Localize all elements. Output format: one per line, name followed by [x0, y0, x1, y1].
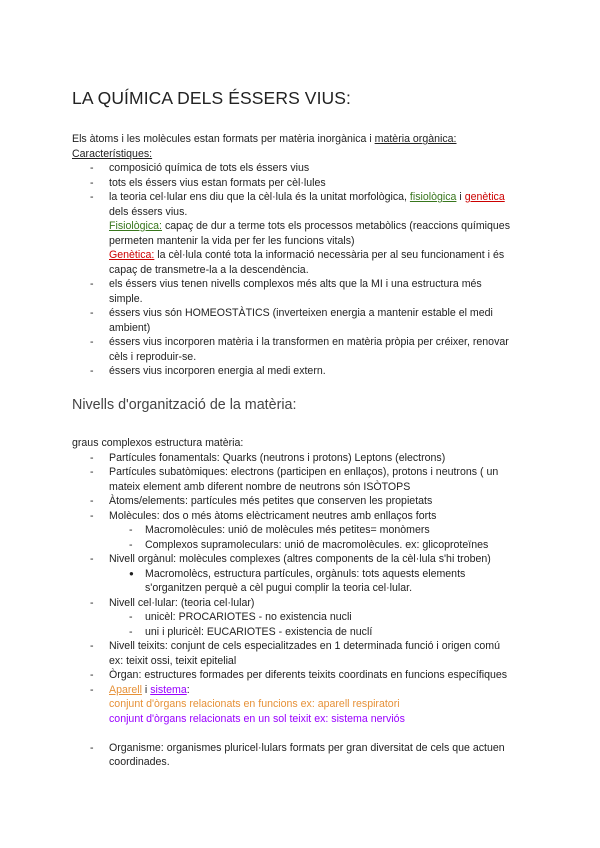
list-item: - Partícules subatòmiques: electrons (participen en enllaços), protons i neutrons ( un mateix element amb diferent nombre de neutrons són ISÒTOPS	[72, 465, 512, 494]
characteristics-list	[72, 161, 512, 379]
list-item-molecules: - Molècules: dos o més àtoms elèctricament neutres amb enllaços forts - Macromolècules: unió de molècules més petites= monòmers - Complexos supramoleculars: unió de macromolècules. ex: glicoproteïnes	[72, 509, 512, 553]
sistema-definition: conjunt d'òrgans relacionats en un sol teixit ex: sistema nerviós	[109, 712, 405, 725]
organul-sublist	[111, 567, 512, 596]
page-title: LA QUÍMICA DELS ÉSSERS VIUS:	[72, 88, 352, 108]
levels-list	[72, 451, 512, 727]
levels-intro: graus complexos estructura matèria:	[72, 437, 244, 449]
list-item: - composició química de tots els éssers vius	[72, 161, 512, 176]
list-item-organul: - Nivell orgànul: molècules complexes (altres components de la cèl·lula s'hi troben) ● Macromolècs, estructura partícules, orgànuls: tots aquests elements s'organitzen perquè a cèl pugui complir la teoria cel·lular.	[72, 552, 512, 596]
fisiologica-link: fisiològica	[409, 191, 457, 203]
list-item: - Àtoms/elements: partícules més petites que conserven les propietats	[72, 494, 512, 509]
list-item-cellular: - Nivell cel·lular: (teoria cel·lular) - unicèl: PROCARIOTES - no existencia nucli - uni i pluricèl: EUCARIOTES - existencia de nuclí	[72, 596, 512, 640]
aparell-definition: conjunt d'òrgans relacionats en funcions ex: aparell respiratori	[109, 698, 400, 710]
list-item: - éssers vius incorporen energia al medi extern.	[72, 364, 512, 379]
list-item: - Organisme: organismes pluricel·lulars formats per gran diversitat de cels que actuen coordinades.	[72, 741, 512, 770]
list-item: - Òrgan: estructures formades per diferents teixits coordinats en funcions específiques	[72, 668, 512, 683]
list-item: - éssers vius són HOMEOSTÀTICS (inverteixen energia a mantenir estable el medi ambient)	[72, 306, 512, 335]
list-item-theory: - la teoria cel·lular ens diu que la cèl·lula és la unitat morfològica, fisiològica i genètica dels éssers vius. Fisiològica: capaç de dur a terme tots els processos metabòlics (reaccions químiques permeten mantenir la vida per fer les funcions vitals) Genètica: la cèl·lula conté tota la informació necessària per al seu funcionament i és capaç de transmetre-la a la descendència.	[72, 190, 512, 277]
sub-list-item: - uni i pluricèl: EUCARIOTES - existencia de nuclí	[111, 625, 512, 640]
characteristics-label: Característiques:	[72, 147, 153, 160]
cellular-sublist	[111, 610, 512, 639]
molecules-sublist	[111, 523, 512, 552]
organisme-list	[72, 741, 512, 770]
list-item-aparell-sistema: - Aparell i sistema: conjunt d'òrgans relacionats en funcions ex: aparell respiratori conjunt d'òrgans relacionats en un sol teixit ex: sistema nerviós	[72, 683, 512, 727]
list-item: - Partícules fonamentals: Quarks (neutrons i protons) Leptons (electrons)	[72, 451, 512, 466]
intro-section	[72, 132, 512, 379]
levels-section	[72, 436, 512, 770]
spacer	[72, 726, 512, 741]
list-item: - els éssers vius tenen nivells complexos més alts que la MI i una estructura més simple.	[72, 277, 512, 306]
aparell-link: Aparell	[109, 683, 142, 696]
list-item: - éssers vius incorporen matèria i la transformen en matèria pròpia per créixer, renovar cèls i reproduir-se.	[72, 335, 512, 364]
sistema-link: sistema	[150, 683, 187, 696]
sub-list-item: - unicèl: PROCARIOTES - no existencia nucli	[111, 610, 512, 625]
sub-list-item: ● Macromolècs, estructura partícules, orgànuls: tots aquests elements s'organitzen perquè a cèl pugui complir la teoria cel·lular.	[111, 567, 512, 596]
intro-paragraph	[72, 132, 512, 147]
genetica-definition: Genètica: la cèl·lula conté tota la informació necessària per al seu funcionament i és capaç de transmetre-la a la descendència.	[109, 249, 505, 276]
list-item: - Nivell teixits: conjunt de cels especialitzades en 1 determinada funció i origen comú ex: teixit ossi, teixit epitelial	[72, 639, 512, 668]
list-item: - tots els éssers vius estan formats per cèl·lules	[72, 176, 512, 191]
genetica-link: genètica	[464, 191, 505, 203]
intro-text: Els àtoms i les molècules estan formats per matèria inorgànica i	[72, 133, 375, 145]
sub-list-item: - Macromolècules: unió de molècules més petites= monòmers	[111, 523, 512, 538]
section-subtitle: Nivells d'organització de la matèria:	[72, 397, 297, 413]
sub-list-item: - Complexos supramoleculars: unió de macromolècules. ex: glicoproteïnes	[111, 538, 512, 553]
fisiologica-definition: Fisiològica: capaç de dur a terme tots els processos metabòlics (reaccions químiques permeten mantenir la vida per fer les funcions vitals)	[109, 220, 510, 247]
organic-matter-link: matèria orgànica:	[374, 133, 457, 145]
